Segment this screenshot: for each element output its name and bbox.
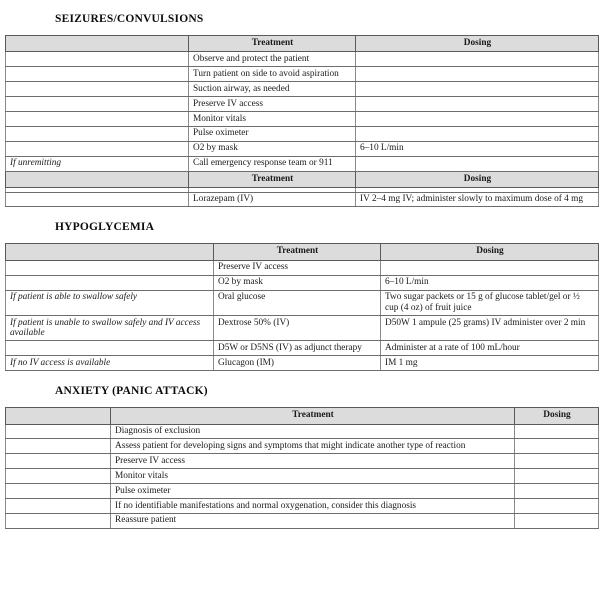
cell-dosing	[515, 439, 599, 454]
table-row	[6, 356, 599, 371]
section-seizures	[0, 0, 607, 207]
page-title-anxiety: ANXIETY (PANIC ATTACK)	[55, 385, 208, 398]
table-row	[6, 316, 599, 341]
cell-condition	[6, 454, 111, 469]
column-header-condition	[6, 244, 214, 260]
table-row	[6, 112, 599, 127]
column-header-dosing: Dosing	[515, 408, 599, 424]
cell-dosing	[381, 260, 599, 275]
cell-dosing: 6–10 L/min	[381, 275, 599, 290]
cell-dosing	[356, 112, 599, 127]
table-row	[6, 156, 599, 171]
cell-condition: If patient is unable to swallow safely and IV access available	[6, 316, 214, 341]
column-header-condition	[6, 408, 111, 424]
table-row	[6, 513, 599, 528]
column-header-treatment: Treatment	[189, 171, 356, 187]
cell-treatment: Diagnosis of exclusion	[111, 424, 515, 439]
cell-dosing	[515, 484, 599, 499]
cell-condition	[6, 141, 189, 156]
cell-condition	[6, 499, 111, 514]
cell-treatment: Pulse oximeter	[189, 126, 356, 141]
cell-condition: If no IV access is available	[6, 356, 214, 371]
cell-condition: If patient is able to swallow safely	[6, 290, 214, 315]
table-header-row	[6, 36, 599, 52]
column-header-condition	[6, 36, 189, 52]
table-seizures	[5, 35, 599, 207]
cell-treatment: O2 by mask	[189, 141, 356, 156]
cell-condition	[6, 439, 111, 454]
cell-dosing	[515, 454, 599, 469]
page-title-seizures: SEIZURES/CONVULSIONS	[55, 13, 204, 25]
section-hypoglycemia	[0, 207, 607, 371]
cell-dosing	[356, 67, 599, 82]
cell-condition	[6, 341, 214, 356]
table-row	[6, 454, 599, 469]
table-header-row	[6, 244, 599, 260]
cell-condition	[6, 126, 189, 141]
cell-treatment: O2 by mask	[214, 275, 381, 290]
cell-treatment: D5W or D5NS (IV) as adjunct therapy	[214, 341, 381, 356]
cell-treatment: Monitor vitals	[189, 112, 356, 127]
table-anxiety	[5, 407, 599, 529]
table-row	[6, 290, 599, 315]
cell-condition	[6, 67, 189, 82]
cell-dosing	[515, 499, 599, 514]
cell-dosing	[515, 513, 599, 528]
cell-treatment: Monitor vitals	[111, 469, 515, 484]
cell-treatment: Lorazepam (IV)	[189, 192, 356, 207]
cell-condition	[6, 275, 214, 290]
table-row	[6, 424, 599, 439]
table-row	[6, 499, 599, 514]
cell-condition	[6, 484, 111, 499]
cell-treatment: Suction airway, as needed	[189, 82, 356, 97]
cell-condition	[6, 469, 111, 484]
cell-treatment: Preserve IV access	[189, 97, 356, 112]
table-row	[6, 439, 599, 454]
cell-dosing	[356, 156, 599, 171]
table-row	[6, 52, 599, 67]
cell-dosing	[356, 97, 599, 112]
table-header-row-secondary	[6, 171, 599, 187]
table-row	[6, 192, 599, 207]
column-header-treatment: Treatment	[189, 36, 356, 52]
cell-condition	[6, 192, 189, 207]
cell-condition	[6, 112, 189, 127]
column-header-dosing: Dosing	[381, 244, 599, 260]
cell-treatment: Call emergency response team or 911	[189, 156, 356, 171]
column-header-condition	[6, 171, 189, 187]
cell-dosing	[515, 424, 599, 439]
column-header-dosing: Dosing	[356, 36, 599, 52]
table-row	[6, 82, 599, 97]
column-header-treatment: Treatment	[111, 408, 515, 424]
cell-dosing	[356, 126, 599, 141]
cell-dosing: Two sugar packets or 15 g of glucose tablet/gel or ½ cup (4 oz) of fruit juice	[381, 290, 599, 315]
table-row	[6, 260, 599, 275]
cell-condition	[6, 260, 214, 275]
page-title-hypoglycemia: HYPOGLYCEMIA	[55, 221, 155, 234]
cell-condition	[6, 424, 111, 439]
cell-condition	[6, 97, 189, 112]
cell-condition	[6, 82, 189, 97]
cell-dosing	[356, 82, 599, 97]
cell-treatment: Glucagon (IM)	[214, 356, 381, 371]
table-row	[6, 469, 599, 484]
cell-treatment: Observe and protect the patient	[189, 52, 356, 67]
section-anxiety	[0, 371, 607, 529]
cell-treatment: Pulse oximeter	[111, 484, 515, 499]
cell-dosing: Administer at a rate of 100 mL/hour	[381, 341, 599, 356]
column-header-treatment: Treatment	[214, 244, 381, 260]
table-hypoglycemia	[5, 243, 599, 371]
cell-dosing: IV 2–4 mg IV; administer slowly to maximum dose of 4 mg	[356, 192, 599, 207]
cell-dosing: IM 1 mg	[381, 356, 599, 371]
table-row	[6, 484, 599, 499]
cell-treatment: Oral glucose	[214, 290, 381, 315]
cell-treatment: Turn patient on side to avoid aspiration	[189, 67, 356, 82]
cell-condition	[6, 513, 111, 528]
table-row	[6, 141, 599, 156]
cell-treatment: Preserve IV access	[214, 260, 381, 275]
table-row	[6, 275, 599, 290]
cell-treatment: Assess patient for developing signs and symptoms that might indicate another type of reaction	[111, 439, 515, 454]
cell-treatment: Preserve IV access	[111, 454, 515, 469]
cell-dosing	[356, 52, 599, 67]
cell-condition: If unremitting	[6, 156, 189, 171]
cell-treatment: If no identifiable manifestations and normal oxygenation, consider this diagnosis	[111, 499, 515, 514]
cell-dosing: 6–10 L/min	[356, 141, 599, 156]
table-row	[6, 97, 599, 112]
column-header-dosing: Dosing	[356, 171, 599, 187]
table-header-row	[6, 408, 599, 424]
table-row	[6, 126, 599, 141]
table-row	[6, 341, 599, 356]
cell-condition	[6, 52, 189, 67]
cell-treatment: Dextrose 50% (IV)	[214, 316, 381, 341]
cell-dosing	[515, 469, 599, 484]
cell-dosing: D50W 1 ampule (25 grams) IV administer over 2 min	[381, 316, 599, 341]
table-row	[6, 67, 599, 82]
cell-treatment: Reassure patient	[111, 513, 515, 528]
